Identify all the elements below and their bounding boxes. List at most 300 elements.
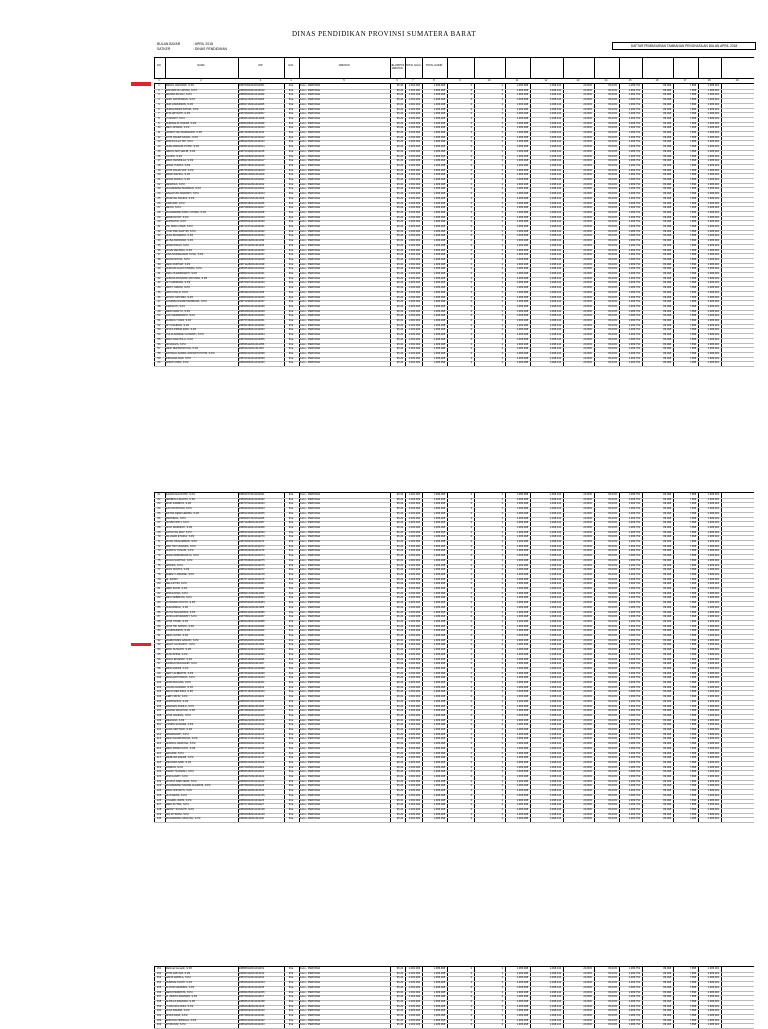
employee-nip: 198802162011012017: [239, 159, 282, 163]
row-no: 23: [155, 187, 163, 191]
amount-cell: 1.098.134: [531, 658, 561, 662]
amount-cell: 1.386.751: [620, 611, 640, 615]
amount-cell: 1.098.134: [531, 780, 561, 784]
amount-cell: 80,10%: [595, 625, 617, 629]
employee-nip: 198904212011012010: [239, 126, 282, 130]
amount-cell: 7.858: [674, 1023, 696, 1027]
amount-cell: 7.858: [674, 700, 696, 704]
amount-cell: 80,10%: [595, 103, 617, 107]
amount-cell: 1.098.134: [531, 173, 561, 177]
position: Guru - PERTAMA: [300, 995, 388, 999]
table-row: [154, 155, 754, 159]
amount-cell: 1.386.901: [699, 653, 719, 657]
row-no: 157: [155, 995, 163, 999]
amount-cell: 1.386.901: [699, 314, 719, 318]
amount-cell: 1.000.000: [406, 728, 420, 732]
amount-cell: 1.386.998: [423, 512, 445, 516]
amount-cell: 1.098.134: [531, 328, 561, 332]
amount-cell: 1.386.998: [423, 611, 445, 615]
amount-cell: 1.098.134: [531, 89, 561, 93]
amount-cell: 0: [448, 601, 472, 605]
amount-cell: 1.386.901: [699, 249, 719, 253]
amount-cell: 89.098: [643, 690, 671, 694]
amount-cell: 7.858: [674, 794, 696, 798]
amount-cell: 1.098.134: [531, 747, 561, 751]
amount-cell: 80,10%: [595, 719, 617, 723]
employee-nip: 198810282011012129: [239, 813, 282, 817]
amount-cell: 1.098.134: [531, 648, 561, 652]
grade: III/a: [285, 606, 297, 610]
amount-cell: 1.000.000: [406, 742, 420, 746]
employee-nip: 198605162011011120: [239, 770, 282, 774]
amount-cell: 1.386.751: [620, 784, 640, 788]
amount-cell: 1.386.901: [699, 202, 719, 206]
amount-cell: 0: [448, 803, 472, 807]
amount-cell: 89.098: [643, 559, 671, 563]
amount-cell: 1.386.998: [506, 103, 528, 107]
amount-cell: 95,40: [391, 253, 403, 257]
amount-cell: 0: [475, 253, 503, 257]
amount-cell: 0: [448, 629, 472, 633]
amount-cell: 0: [448, 582, 472, 586]
row-no: 163: [155, 1023, 163, 1027]
employee-name: ANNIP UMMI, S.Pd: [166, 361, 236, 365]
row-no: 57: [155, 347, 163, 351]
amount-cell: 0: [448, 328, 472, 332]
amount-cell: 0: [475, 531, 503, 535]
amount-cell: 80,10%: [595, 1000, 617, 1004]
employee-name: HAFIZ ARMILA, S.Pd: [166, 976, 236, 980]
amount-cell: 0: [475, 629, 503, 633]
employee-nip: 198810122011012117: [239, 756, 282, 760]
amount-cell: 1.386.998: [423, 766, 445, 770]
row-no: 76: [155, 564, 163, 568]
amount-cell: 80,10%: [595, 169, 617, 173]
amount-cell: 89.098: [643, 643, 671, 647]
amount-cell: 1.386.901: [699, 794, 719, 798]
employee-nip: 198811062011011097: [239, 662, 282, 666]
amount-cell: 0: [475, 794, 503, 798]
grade: III/a: [285, 817, 297, 821]
amount-cell: 1.098.134: [531, 653, 561, 657]
grade: III/a: [285, 620, 297, 624]
grade: III/a: [285, 728, 297, 732]
row-no: 96: [155, 658, 163, 662]
amount-cell: 89.098: [643, 789, 671, 793]
amount-cell: 95,40: [391, 531, 403, 535]
amount-cell: 80,10%: [595, 108, 617, 112]
amount-cell: 80,10%: [595, 808, 617, 812]
amount-cell: 0: [475, 1014, 503, 1018]
amount-cell: 1.386.998: [506, 629, 528, 633]
amount-cell: 0: [448, 220, 472, 224]
amount-cell: 1.386.998: [506, 197, 528, 201]
amount-cell: 0: [475, 338, 503, 342]
amount-cell: 1.386.751: [620, 545, 640, 549]
position: Guru - PERTAMA: [300, 972, 388, 976]
amount-cell: 89.098: [643, 967, 671, 971]
amount-cell: 1.386.901: [699, 357, 719, 361]
amount-cell: 1.098.134: [531, 733, 561, 737]
amount-cell: 1.000.000: [406, 347, 420, 351]
amount-cell: 1.098.134: [531, 357, 561, 361]
amount-cell: 80,10%: [595, 578, 617, 582]
amount-cell: 95,40: [391, 183, 403, 187]
amount-cell: 1.098.134: [531, 333, 561, 337]
amount-cell: 0: [448, 296, 472, 300]
amount-cell: 80,10%: [595, 766, 617, 770]
amount-cell: 0: [475, 112, 503, 116]
amount-cell: 1.386.998: [506, 686, 528, 690]
amount-cell: 1.000.000: [406, 117, 420, 121]
amount-cell: 20,00%: [564, 803, 592, 807]
amount-cell: 7.858: [674, 296, 696, 300]
employee-name: RENI PRIMAYANTI, S.Pd: [166, 747, 236, 751]
table-row: [154, 653, 754, 657]
position: Guru - PERTAMA: [300, 545, 388, 549]
amount-cell: 1.386.901: [699, 967, 719, 971]
position: Guru - PERTAMA: [300, 93, 388, 97]
amount-cell: 0: [448, 281, 472, 285]
amount-cell: 89.098: [643, 564, 671, 568]
grade: III/a: [285, 1005, 297, 1009]
amount-cell: 1.098.134: [531, 178, 561, 182]
amount-cell: 20,00%: [564, 145, 592, 149]
meta-label: BULAN BAYAR: [157, 42, 193, 47]
amount-cell: 20,00%: [564, 258, 592, 262]
grade: III/a: [285, 216, 297, 220]
amount-cell: 0: [448, 244, 472, 248]
amount-cell: 1.098.134: [531, 535, 561, 539]
amount-cell: 80,10%: [595, 817, 617, 821]
amount-cell: 1.000.000: [406, 234, 420, 238]
amount-cell: 20,00%: [564, 972, 592, 976]
row-no: 67: [155, 521, 163, 525]
position: Guru - PERTAMA: [300, 249, 388, 253]
amount-cell: 0: [448, 159, 472, 163]
amount-cell: 1.000.000: [406, 291, 420, 295]
employee-name: TAUFIK, S.Pd: [166, 155, 236, 159]
employee-name: SITI AMIRNAH, S.Pd: [166, 281, 236, 285]
position: Guru - PERTAMA: [300, 150, 388, 154]
amount-cell: 95,40: [391, 239, 403, 243]
amount-cell: 1.386.998: [423, 686, 445, 690]
position: Guru - PERTAMA: [300, 493, 388, 497]
employee-name: APRIDA, S.Pd: [166, 564, 236, 568]
amount-cell: 20,00%: [564, 676, 592, 680]
amount-cell: 1.000.000: [406, 249, 420, 253]
amount-cell: 1.098.134: [531, 234, 561, 238]
employee-nip: 198709262011011157: [239, 995, 282, 999]
amount-cell: 20,00%: [564, 1019, 592, 1023]
amount-cell: 20,00%: [564, 244, 592, 248]
amount-cell: 0: [475, 244, 503, 248]
amount-cell: 7.858: [674, 808, 696, 812]
grade: III/a: [285, 653, 297, 657]
amount-cell: 1.098.134: [531, 347, 561, 351]
amount-cell: 1.098.134: [531, 526, 561, 530]
amount-cell: 80,10%: [595, 512, 617, 516]
amount-cell: 1.386.901: [699, 723, 719, 727]
amount-cell: 0: [448, 733, 472, 737]
amount-cell: 1.386.901: [699, 658, 719, 662]
amount-cell: 1.000.000: [406, 972, 420, 976]
position: Guru - PERTAMA: [300, 1014, 388, 1018]
amount-cell: 95,40: [391, 1005, 403, 1009]
amount-cell: 80,10%: [595, 991, 617, 995]
amount-cell: 7.858: [674, 108, 696, 112]
amount-cell: 1.000.000: [406, 535, 420, 539]
amount-cell: 1.386.998: [506, 192, 528, 196]
employee-name: FITRI RAHMI FAIZAL, S.Pd: [166, 136, 236, 140]
amount-cell: 1.386.901: [699, 578, 719, 582]
amount-cell: 0: [448, 676, 472, 680]
amount-cell: 80,10%: [595, 803, 617, 807]
amount-cell: 95,40: [391, 564, 403, 568]
amount-cell: 95,40: [391, 981, 403, 985]
amount-cell: 7.858: [674, 775, 696, 779]
row-no: 117: [155, 756, 163, 760]
amount-cell: 1.386.998: [506, 126, 528, 130]
row-no: 155: [155, 986, 163, 990]
amount-cell: 20,00%: [564, 178, 592, 182]
amount-cell: 1.386.751: [620, 197, 640, 201]
amount-cell: 95,40: [391, 220, 403, 224]
grade: III/a: [285, 686, 297, 690]
amount-cell: 80,10%: [595, 620, 617, 624]
amount-cell: 1.386.998: [423, 976, 445, 980]
amount-cell: 89.098: [643, 234, 671, 238]
employee-nip: 198810172011012061: [239, 493, 282, 497]
grade: III/a: [285, 347, 297, 351]
amount-cell: 1.000.000: [406, 681, 420, 685]
amount-cell: 1.000.000: [406, 568, 420, 572]
amount-cell: 89.098: [643, 225, 671, 229]
amount-cell: 1.386.901: [699, 742, 719, 746]
amount-cell: 20,00%: [564, 967, 592, 971]
amount-cell: 0: [475, 752, 503, 756]
amount-cell: 80,10%: [595, 230, 617, 234]
row-no: 98: [155, 667, 163, 671]
employee-name: FERSINAL, S.Pd: [166, 517, 236, 521]
amount-cell: 1.000.000: [406, 225, 420, 229]
amount-cell: 80,10%: [595, 192, 617, 196]
amount-cell: 1.386.751: [620, 662, 640, 666]
employee-name: DIANA NOVIA, S.Pd: [166, 258, 236, 262]
amount-cell: 1.386.998: [506, 178, 528, 182]
row-no: 88: [155, 620, 163, 624]
row-no: 86: [155, 611, 163, 615]
amount-cell: 1.386.901: [699, 545, 719, 549]
table-row: [154, 310, 754, 314]
amount-cell: 1.386.998: [506, 281, 528, 285]
row-no: 123: [155, 784, 163, 788]
employee-name: YUSNIATI, S.Pd: [166, 117, 236, 121]
amount-cell: 7.858: [674, 300, 696, 304]
amount-cell: 7.858: [674, 554, 696, 558]
amount-cell: 0: [448, 343, 472, 347]
amount-cell: 95,40: [391, 324, 403, 328]
amount-cell: 1.386.901: [699, 784, 719, 788]
amount-cell: 95,40: [391, 164, 403, 168]
grade: III/a: [285, 272, 297, 276]
amount-cell: 89.098: [643, 681, 671, 685]
amount-cell: 89.098: [643, 155, 671, 159]
amount-cell: 0: [448, 587, 472, 591]
grade: III/a: [285, 578, 297, 582]
amount-cell: 89.098: [643, 695, 671, 699]
position: Guru - PERTAMA: [300, 343, 388, 347]
amount-cell: 0: [475, 310, 503, 314]
amount-cell: 0: [475, 103, 503, 107]
amount-cell: 20,00%: [564, 667, 592, 671]
column-number: 5: [299, 79, 389, 83]
amount-cell: 20,00%: [564, 357, 592, 361]
position: Guru - PERTAMA: [300, 502, 388, 506]
table-row: [154, 737, 754, 741]
amount-cell: 20,00%: [564, 305, 592, 309]
table-row: [154, 267, 754, 271]
employee-name: ZAHRA MAUDITRI, S.Pd: [166, 493, 236, 497]
grade: III/a: [285, 587, 297, 591]
amount-cell: 1.000.000: [406, 981, 420, 985]
employee-nip: 198902272011012042: [239, 277, 282, 281]
employee-name: WIDIA FADILA, S.Pd: [166, 178, 236, 182]
amount-cell: 1.386.998: [423, 775, 445, 779]
amount-cell: 1.386.751: [620, 136, 640, 140]
amount-cell: 1.000.000: [406, 625, 420, 629]
amount-cell: 89.098: [643, 150, 671, 154]
employee-nip: 198803082011011009: [239, 122, 282, 126]
amount-cell: 7.858: [674, 733, 696, 737]
row-no: 154: [155, 981, 163, 985]
amount-cell: 1.098.134: [531, 267, 561, 271]
amount-cell: 95,40: [391, 159, 403, 163]
amount-cell: 7.858: [674, 230, 696, 234]
table-row: [154, 695, 754, 699]
amount-cell: 89.098: [643, 117, 671, 121]
amount-cell: 1.386.901: [699, 526, 719, 530]
amount-cell: 1.386.998: [423, 319, 445, 323]
row-no: 20: [155, 173, 163, 177]
table-row: [154, 1014, 754, 1018]
employee-name: ANDRIANUS, S.Pd: [166, 700, 236, 704]
position: Guru - PERTAMA: [300, 220, 388, 224]
amount-cell: 0: [448, 352, 472, 356]
amount-cell: 1.386.998: [423, 1014, 445, 1018]
amount-cell: 1.386.998: [506, 361, 528, 365]
row-no: 101: [155, 681, 163, 685]
position: Guru - PERTAMA: [300, 211, 388, 215]
employee-name: INDAHNA NUR, S.Pd: [166, 357, 236, 361]
amount-cell: 20,00%: [564, 761, 592, 765]
amount-cell: 1.386.751: [620, 178, 640, 182]
amount-cell: 20,00%: [564, 333, 592, 337]
amount-cell: 1.386.998: [506, 234, 528, 238]
amount-cell: 95,40: [391, 799, 403, 803]
amount-cell: 1.098.134: [531, 249, 561, 253]
employee-nip: 198712302011012047: [239, 300, 282, 304]
amount-cell: 1.386.901: [699, 493, 719, 497]
amount-cell: 1.386.751: [620, 625, 640, 629]
amount-cell: 1.000.000: [406, 737, 420, 741]
employee-name: MIRA ISANDILLA, S.Pd: [166, 159, 236, 163]
amount-cell: 1.386.998: [506, 813, 528, 817]
employee-nip: 198608172011012012: [239, 136, 282, 140]
amount-cell: 0: [475, 573, 503, 577]
amount-cell: 20,00%: [564, 155, 592, 159]
amount-cell: 0: [448, 84, 472, 88]
amount-cell: 1.386.998: [423, 737, 445, 741]
row-no: 2: [155, 89, 163, 93]
payroll-sheet: [154, 966, 754, 1029]
amount-cell: 1.000.000: [406, 108, 420, 112]
amount-cell: 95,40: [391, 695, 403, 699]
amount-cell: 0: [475, 672, 503, 676]
employee-nip: 198604102011012100: [239, 676, 282, 680]
grade: III/a: [285, 286, 297, 290]
column-divider: [390, 58, 391, 78]
amount-cell: 1.098.134: [531, 361, 561, 365]
amount-cell: 89.098: [643, 112, 671, 116]
amount-cell: 20,00%: [564, 267, 592, 271]
amount-cell: 1.000.000: [406, 662, 420, 666]
employee-nip: 198708092011012027: [239, 206, 282, 210]
amount-cell: 1.098.134: [531, 794, 561, 798]
table-row: [154, 164, 754, 168]
amount-cell: 1.386.998: [506, 324, 528, 328]
amount-cell: 1.386.751: [620, 1023, 640, 1027]
position: Guru - PERTAMA: [300, 700, 388, 704]
employee-name: ALDORI HENDRA, S.Pd: [166, 986, 236, 990]
amount-cell: 1.098.134: [531, 324, 561, 328]
amount-cell: 95,40: [391, 202, 403, 206]
amount-cell: 1.000.000: [406, 700, 420, 704]
grade: III/a: [285, 752, 297, 756]
amount-cell: 1.386.751: [620, 498, 640, 502]
row-no: 116: [155, 752, 163, 756]
amount-cell: 1.386.998: [423, 761, 445, 765]
amount-cell: 1.386.901: [699, 333, 719, 337]
amount-cell: 80,10%: [595, 117, 617, 121]
position: Guru - PERTAMA: [300, 517, 388, 521]
table-row: [154, 512, 754, 516]
amount-cell: 1.098.134: [531, 986, 561, 990]
employee-nip: 198604092011012076: [239, 564, 282, 568]
amount-cell: 0: [448, 202, 472, 206]
amount-cell: 1.386.998: [423, 667, 445, 671]
amount-cell: 1.386.998: [506, 653, 528, 657]
amount-cell: 1.386.901: [699, 122, 719, 126]
amount-cell: 95,40: [391, 225, 403, 229]
employee-name: ELISA ANDRIANI, S.Pd: [166, 239, 236, 243]
amount-cell: 80,10%: [595, 648, 617, 652]
amount-cell: 1.000.000: [406, 98, 420, 102]
amount-cell: 1.098.134: [531, 122, 561, 126]
amount-cell: 1.000.000: [406, 103, 420, 107]
employee-name: SELVI MEILINDA, S.Pd: [166, 690, 236, 694]
amount-cell: 1.386.901: [699, 709, 719, 713]
amount-cell: 95,40: [391, 89, 403, 93]
employee-name: ERMIANI NIT, S.Pd: [166, 216, 236, 220]
table-row: [154, 686, 754, 690]
amount-cell: 95,40: [391, 719, 403, 723]
employee-nip: 198702222011011023: [239, 187, 282, 191]
row-no: 85: [155, 606, 163, 610]
amount-cell: 0: [448, 108, 472, 112]
amount-cell: 95,40: [391, 700, 403, 704]
row-no: 58: [155, 352, 163, 356]
